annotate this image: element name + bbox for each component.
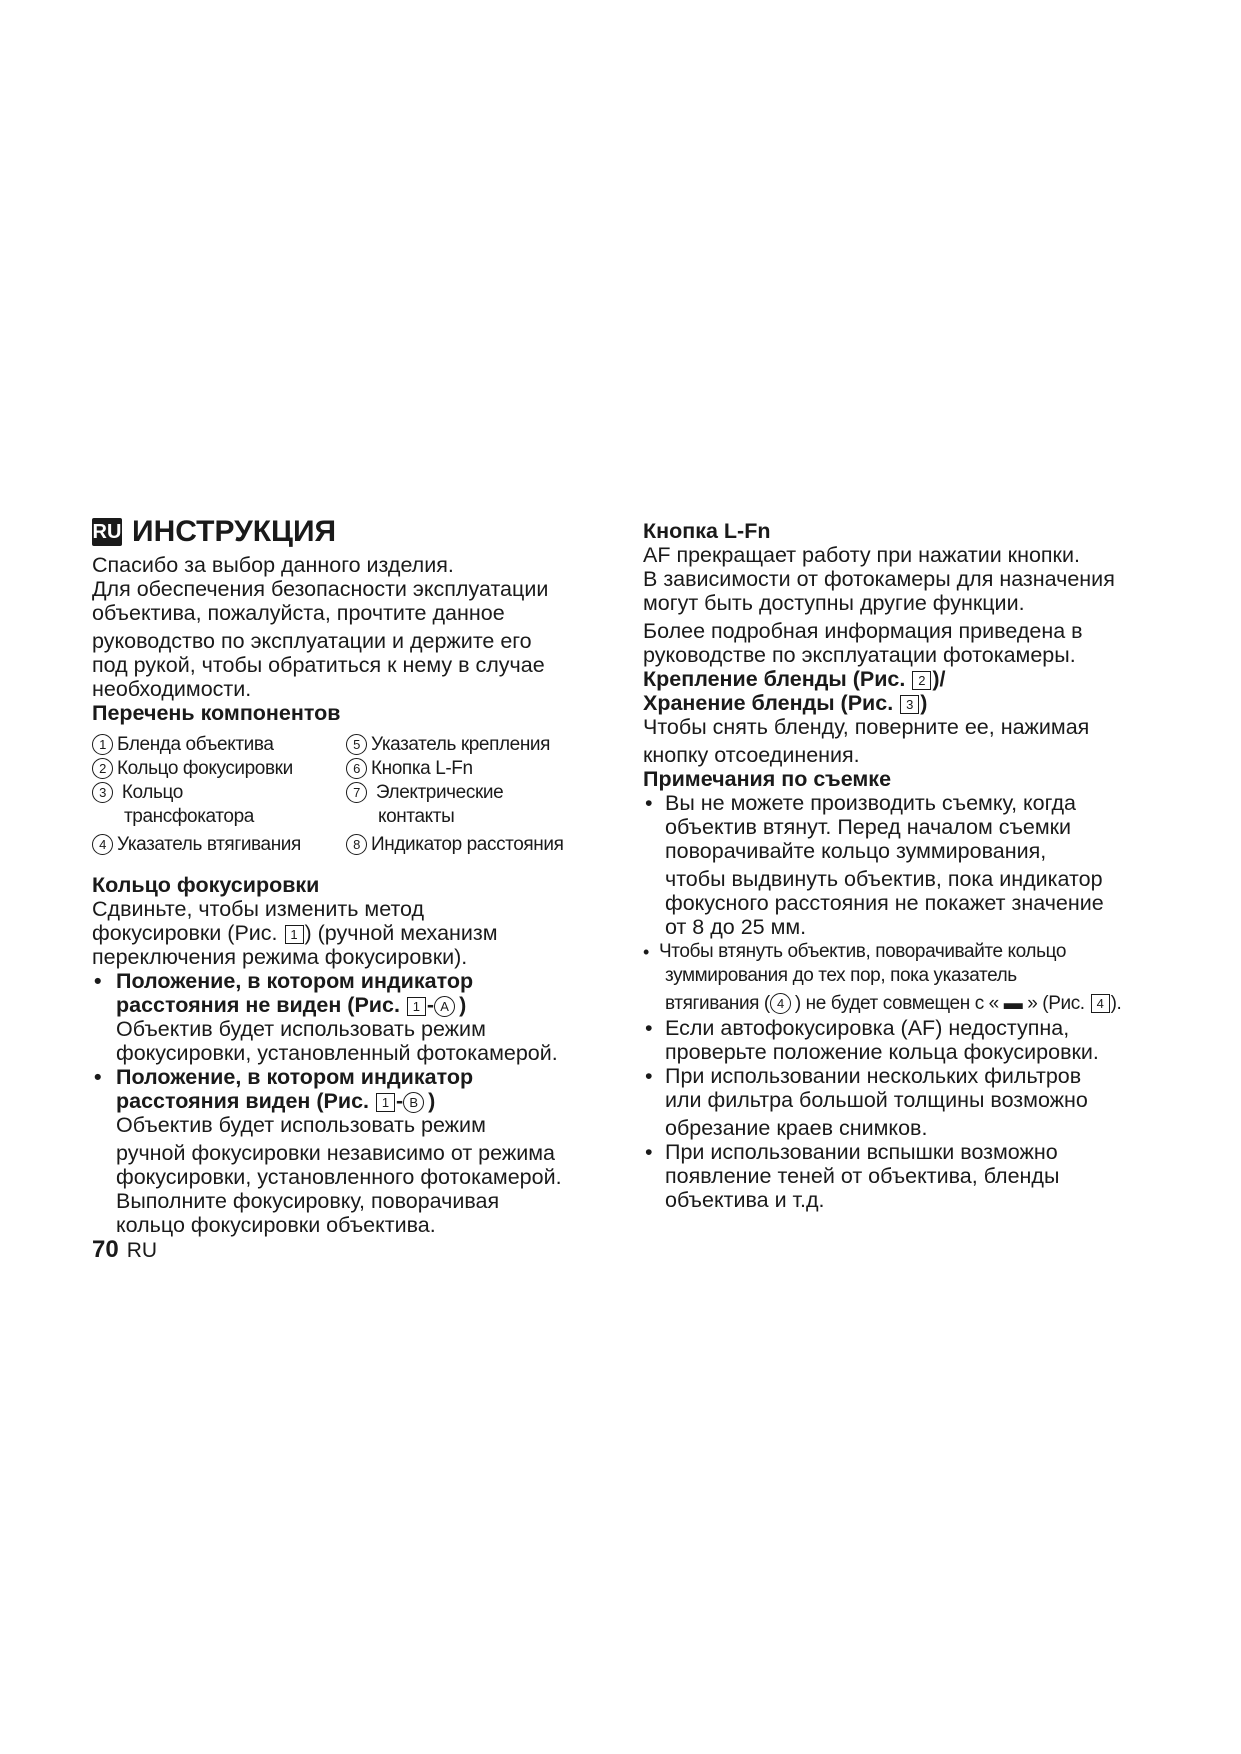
lfn-text-line: В зависимости от фотокамеры для назначения (643, 567, 1115, 591)
component-item: 2 Кольцо фокусировки (92, 757, 293, 781)
figure-ref: 1 (285, 925, 304, 944)
intro-line: необходимости. (92, 677, 252, 701)
bullet2-heading: расстояния виден (Рис. 1 - B ) (116, 1089, 436, 1113)
note-line: Чтобы втянуть объектив, поворачивайте кольцо (659, 941, 1067, 962)
hood-heading: Хранение бленды (Рис. 3 ) (643, 691, 928, 715)
bullet-marker: • (94, 1065, 102, 1089)
component-item: 7 Электрические (346, 781, 503, 805)
bullet2-body: ручной фокусировки независимо от режима (116, 1141, 555, 1165)
focus-text-line: Сдвиньте, чтобы изменить метод (92, 897, 425, 921)
bullet2-body: Объектив будет использовать режим (116, 1113, 486, 1137)
component-number: 6 (346, 758, 367, 779)
note-line: поворачивайте кольцо зуммирования, (665, 839, 1047, 863)
bullet1-body: Объектив будет использовать режим (116, 1017, 486, 1041)
component-item: 1 Бленда объектива (92, 733, 273, 757)
note-line: объектива и т.д. (665, 1188, 825, 1212)
page-footer (92, 1236, 157, 1264)
title-text: ИНСТРУКЦИЯ (132, 515, 337, 548)
component-item-continued: трансфокатора (124, 806, 254, 827)
note-line: фокусного расстояния не покажет значение (665, 891, 1104, 915)
component-number: 4 (770, 993, 791, 1014)
note-line: При использовании нескольких фильтров (665, 1064, 1082, 1088)
focus-ring-heading: Кольцо фокусировки (92, 873, 320, 897)
bullet1-heading: расстояния не виден (Рис. 1 - A ) (116, 993, 467, 1017)
component-number: 4 (92, 834, 113, 855)
bullet-marker: • (645, 1064, 653, 1088)
component-item: 6 Кнопка L-Fn (346, 757, 473, 781)
notes-heading: Примечания по съемке (643, 767, 892, 791)
note-line: проверьте положение кольца фокусировки. (665, 1040, 1099, 1064)
component-number: 3 (92, 782, 113, 803)
intro-line: руководство по эксплуатации и держите его (92, 629, 532, 653)
figure-ref: 1 (407, 997, 426, 1016)
bullet2-body: фокусировки, установленного фотокамерой. (116, 1165, 562, 1189)
component-number: 5 (346, 734, 367, 755)
bullet2-body: Выполните фокусировку, поворачивая (116, 1189, 500, 1213)
note-line: Вы не можете производить съемку, когда (665, 791, 1076, 815)
figure-ref: 3 (900, 695, 919, 714)
note-line: втягивания ( 4 ) не будет совмещен с « ▬ » (Рис. 4 ). (665, 993, 1122, 1014)
note-line: появление теней от объектива, бленды (665, 1164, 1060, 1188)
note-line: от 8 до 25 мм. (665, 915, 807, 939)
component-number: 1 (92, 734, 113, 755)
intro-line: под рукой, чтобы обратиться к нему в случае (92, 653, 545, 677)
figure-ref: 1 (376, 1093, 395, 1112)
bullet-marker: • (645, 1016, 653, 1040)
hood-heading: Крепление бленды (Рис. 2 )/ (643, 667, 946, 691)
component-item: 8 Индикатор расстояния (346, 833, 564, 857)
bullet2-body: кольцо фокусировки объектива. (116, 1213, 436, 1237)
bullet1-heading: Положение, в котором индикатор (116, 969, 474, 993)
focus-text-line: фокусировки (Рис. 1 ) (ручной механизм (92, 921, 498, 945)
bullet2-heading: Положение, в котором индикатор (116, 1065, 474, 1089)
hood-text-line: кнопку отсоединения. (643, 743, 860, 767)
focus-text-line: переключения режима фокусировки). (92, 945, 468, 969)
page-number: 70 (92, 1236, 119, 1263)
lfn-text-line: руководстве по эксплуатации фотокамеры. (643, 643, 1076, 667)
note-line: При использовании вспышки возможно (665, 1140, 1058, 1164)
intro-line: объектива, пожалуйста, прочтите данное (92, 601, 505, 625)
figure-ref: 2 (912, 671, 931, 690)
intro-line: Для обеспечения безопасности эксплуатации (92, 577, 549, 601)
lfn-heading: Кнопка L-Fn (643, 519, 771, 543)
bullet-marker: • (645, 791, 653, 815)
note-line: зуммирования до тех пор, пока указатель (665, 965, 1017, 986)
bullet-marker: • (94, 969, 102, 993)
component-item: 4 Указатель втягивания (92, 833, 301, 857)
component-item-continued: контакты (378, 806, 455, 827)
components-heading: Перечень компонентов (92, 701, 341, 725)
page-language: RU (126, 1239, 158, 1262)
lfn-text-line: AF прекращает работу при нажатии кнопки. (643, 543, 1080, 567)
hood-text-line: Чтобы снять бленду, поверните ее, нажимая (643, 715, 1090, 739)
note-line: обрезание краев снимков. (665, 1116, 928, 1140)
figure-letter: B (403, 1092, 424, 1113)
note-line: чтобы выдвинуть объектив, пока индикатор (665, 867, 1103, 891)
component-number: 2 (92, 758, 113, 779)
bullet-marker: • (645, 1140, 653, 1164)
note-line: или фильтра большой толщины возможно (665, 1088, 1088, 1112)
component-item: 5 Указатель крепления (346, 733, 550, 757)
figure-ref: 4 (1091, 994, 1110, 1013)
component-item: 3 Кольцо (92, 781, 183, 805)
intro-line: Спасибо за выбор данного изделия. (92, 553, 454, 577)
retract-mark-icon: ▬ (1003, 993, 1023, 1014)
component-number: 7 (346, 782, 367, 803)
lfn-text-line: могут быть доступны другие функции. (643, 591, 1025, 615)
bullet-marker: • (643, 942, 650, 962)
bullet1-body: фокусировки, установленный фотокамерой. (116, 1041, 558, 1065)
language-badge: RU (92, 518, 122, 546)
figure-letter: A (434, 996, 455, 1017)
lfn-text-line: Более подробная информация приведена в (643, 619, 1083, 643)
page-title (92, 514, 336, 550)
note-line: Если автофокусировка (AF) недоступна, (665, 1016, 1070, 1040)
component-number: 8 (346, 834, 367, 855)
note-line: объектив втянут. Перед началом съемки (665, 815, 1072, 839)
